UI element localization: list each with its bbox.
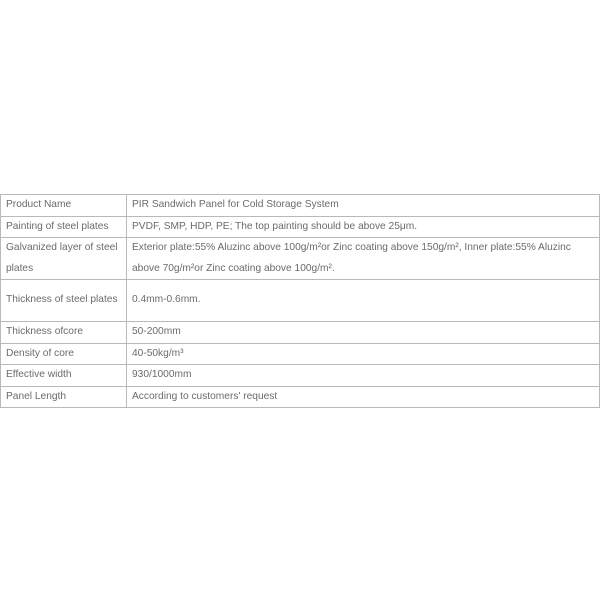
spec-value: According to customers' request	[127, 386, 600, 408]
spec-row-thickness-core	[1, 322, 600, 344]
spec-label: Galvanized layer of steel plates	[1, 238, 127, 280]
spec-label: Panel Length	[1, 386, 127, 408]
spec-row-thickness-steel	[1, 280, 600, 322]
spec-value: Exterior plate:55% Aluzinc above 100g/m²or Zinc coating above 150g/m², Inner plate:55% Aluzinc above 70g/m²or Zinc coating above 100g/m².	[127, 238, 600, 280]
spec-label: Thickness ofcore	[1, 322, 127, 344]
spec-value: PIR Sandwich Panel for Cold Storage System	[127, 195, 600, 217]
spec-row-effective-width	[1, 365, 600, 387]
spec-value: PVDF, SMP, HDP, PE; The top painting should be above 25μm.	[127, 216, 600, 238]
spec-value: 50-200mm	[127, 322, 600, 344]
spec-row-product-name	[1, 195, 600, 217]
spec-row-galvanized-layer	[1, 238, 600, 280]
spec-label: Effective width	[1, 365, 127, 387]
spec-label: Thickness of steel plates	[1, 280, 127, 322]
spec-value: 930/1000mm	[127, 365, 600, 387]
spec-row-panel-length	[1, 386, 600, 408]
spec-value: 0.4mm-0.6mm.	[127, 280, 600, 322]
product-spec-table	[0, 194, 600, 408]
spec-row-painting	[1, 216, 600, 238]
spec-label: Density of core	[1, 343, 127, 365]
spec-row-density-core	[1, 343, 600, 365]
spec-value: 40-50kg/m³	[127, 343, 600, 365]
spec-label: Product Name	[1, 195, 127, 217]
spec-label: Painting of steel plates	[1, 216, 127, 238]
